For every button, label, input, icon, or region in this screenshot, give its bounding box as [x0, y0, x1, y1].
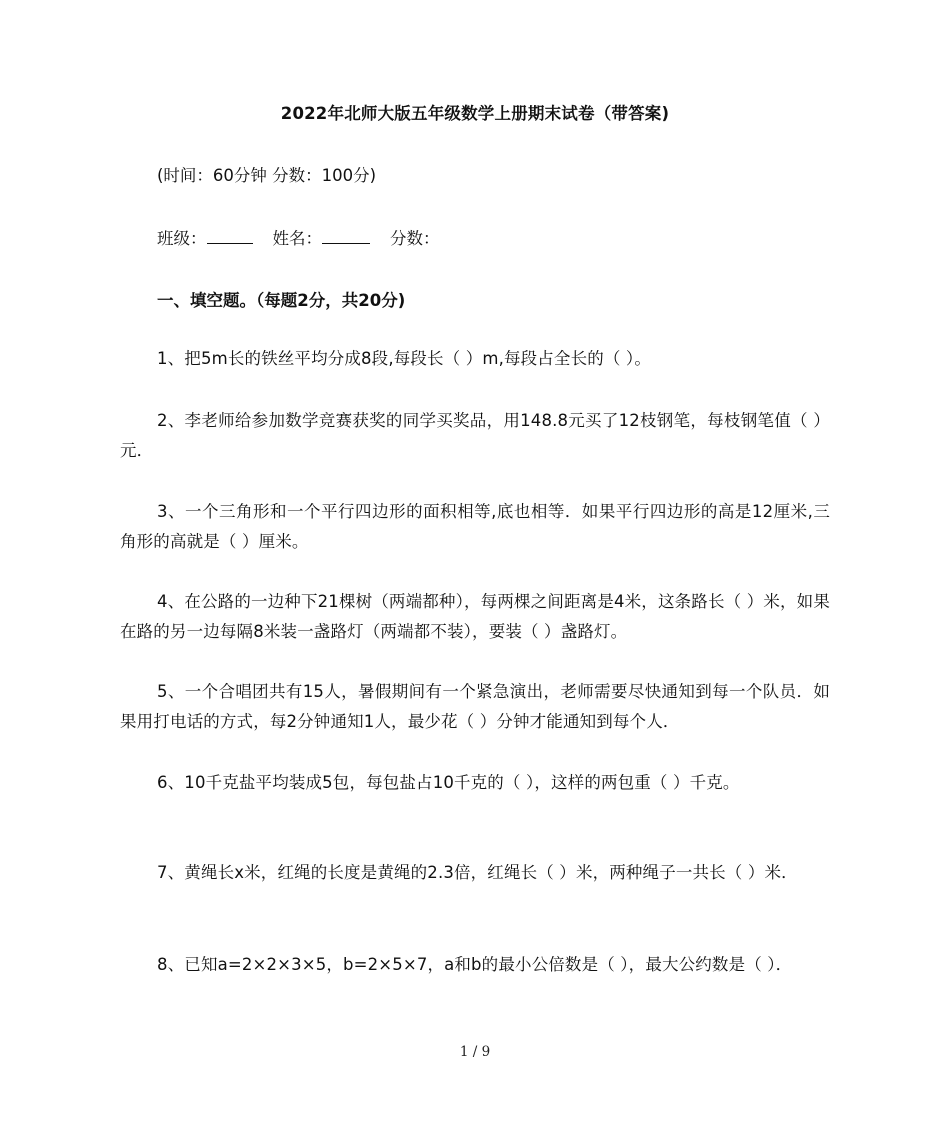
class-blank — [207, 229, 253, 244]
question-1: 1、把5m长的铁丝平均分成8段,每段长（ ）m,每段占全长的（ ）。 — [157, 349, 651, 368]
exam-time-info: (时间：60分钟 分数：100分) — [157, 166, 377, 185]
question-6: 6、10千克盐平均装成5包，每包盐占10千克的（ ），这样的两包重（ ）千克。 — [157, 773, 740, 792]
question-5: 5、一个合唱团共有15人，暑假期间有一个紧急演出，老师需要尽快通知到每一个队员．如果用打电话的方式，每2分钟通知1人，最少花（ ）分钟才能通知到每个人． — [120, 682, 830, 731]
name-blank — [322, 229, 370, 244]
name-label: 姓名： — [272, 229, 322, 248]
score-label: 分数： — [390, 229, 440, 248]
page-number: 1 / 9 — [459, 1044, 491, 1060]
class-label: 班级： — [157, 229, 207, 248]
page-title: 2022年北师大版五年级数学上册期末试卷（带答案) — [280, 104, 670, 123]
question-4: 4、在公路的一边种下21棵树（两端都种），每两棵之间距离是4米，这条路长（ ）米，如果在路的另一边每隔8米装一盏路灯（两端都不装），要装（ ）盏路灯。 — [120, 592, 830, 641]
question-7: 7、黄绳长x米，红绳的长度是黄绳的2.3倍，红绳长（ ）米，两种绳子一共长（ ）米． — [157, 863, 798, 882]
section-heading: 一、填空题。（每题2分，共20分) — [157, 291, 406, 310]
student-info-row — [157, 225, 440, 249]
question-3: 3、一个三角形和一个平行四边形的面积相等,底也相等．如果平行四边形的高是12厘米,三角形的高就是（ ）厘米。 — [120, 502, 830, 551]
question-2: 2、李老师给参加数学竞赛获奖的同学买奖品，用148.8元买了12枝钢笔，每枝钢笔值（ ）元． — [120, 411, 830, 460]
question-8: 8、已知a=2×2×3×5，b=2×5×7，a和b的最小公倍数是（ ），最大公约数是（ ）． — [157, 955, 793, 974]
